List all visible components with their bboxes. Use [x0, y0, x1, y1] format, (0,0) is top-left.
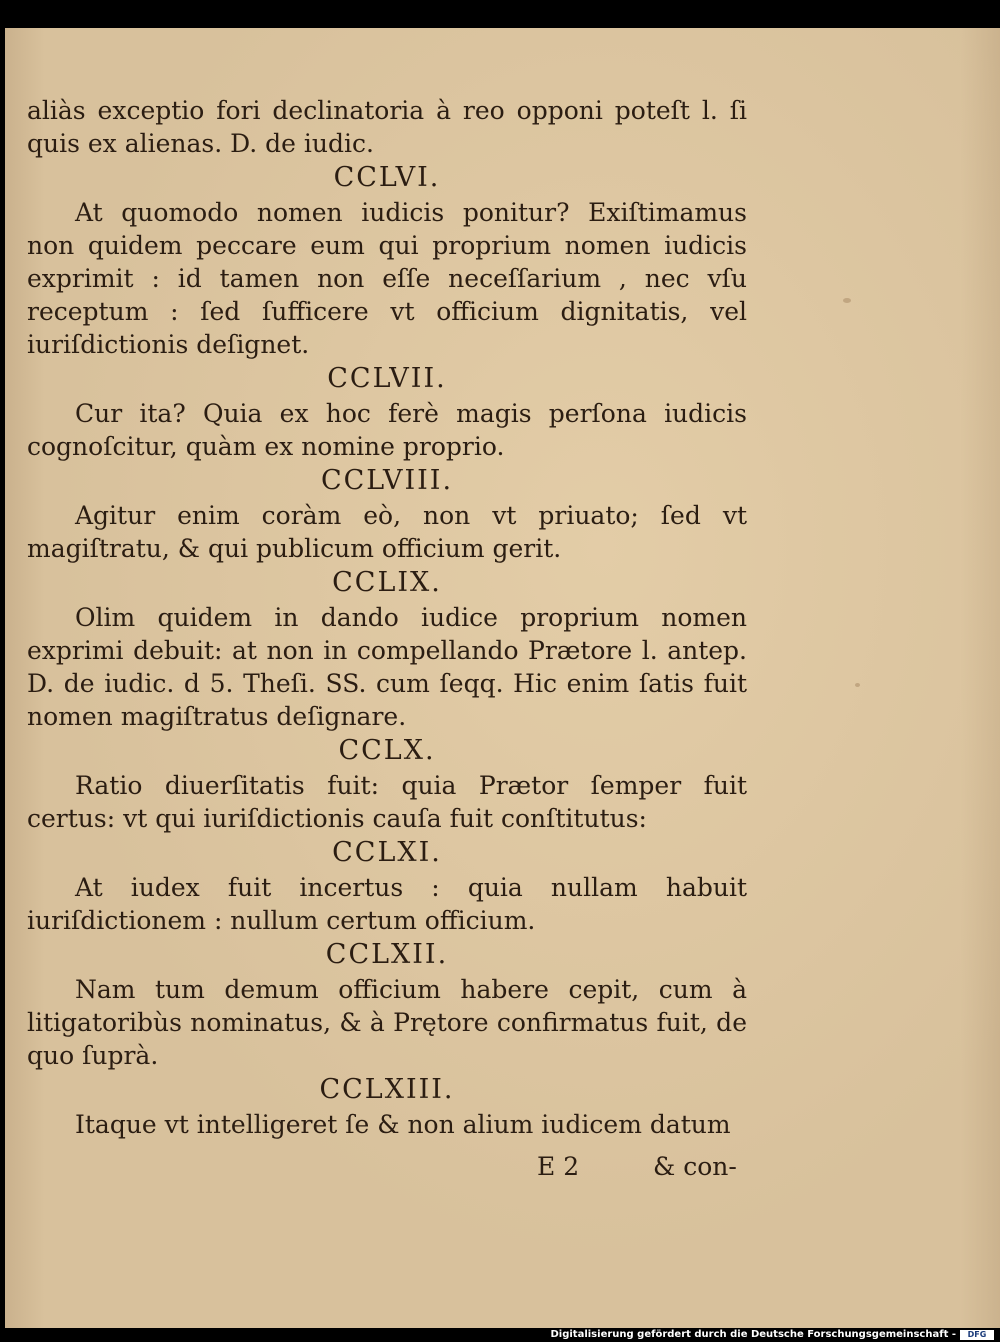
paragraph: Agitur enim coràm eò, non vt priuato; ſed vt magiſtratu, & qui publicum officium gerit. — [27, 501, 747, 563]
section-heading: CCLXIII. — [319, 1074, 455, 1105]
section-heading: CCLVI. — [333, 162, 441, 193]
book-page — [5, 28, 1000, 1328]
paragraph: Ratio diuerſitatis fuit: quia Prætor ſemper fuit certus: vt qui iuriſdictionis cauſa fuit conſtitutus: — [27, 771, 747, 833]
paragraph: aliàs exceptio fori declinatoria à reo opponi poteſt l. ſi quis ex alienas. D. de iudic. — [27, 96, 747, 158]
paragraph: Nam tum demum officium habere cepit, cum à litigatoribùs nominatus, & à Prętore confirmatus fuit, de quo ſuprà. — [27, 975, 747, 1070]
section-heading: CCLXI. — [332, 837, 442, 868]
paragraph: At quomodo nomen iudicis ponitur? Exiſtimamus non quidem peccare eum qui proprium nomen iudicis exprimit : id tamen non eſſe neceſſarium , nec vſu receptum : ſed ſufficere vt officium dignitatis, vel iuriſdictionis deſignet. — [27, 198, 747, 359]
paragraph: Olim quidem in dando iudice proprium nomen exprimi debuit: at non in compellando Prætore l. antep. D. de iudic. d 5. Theſi. SS. cum ſeqq. Hic enim ſatis fuit nomen magiſtratus deſignare. — [27, 603, 747, 731]
paper-stain — [843, 298, 851, 303]
digitization-credit: Digitalisierung gefördert durch die Deutsche Forschungsgemeinschaft - — [550, 1329, 956, 1340]
section-heading: CCLX. — [338, 735, 436, 766]
section-heading: CCLVII. — [327, 363, 447, 394]
section-heading: CCLVIII. — [320, 465, 454, 496]
page-footer-line — [27, 1152, 747, 1186]
paper-stain — [855, 683, 860, 687]
digitization-credit-bar — [0, 1328, 1000, 1342]
paragraph: At iudex fuit incertus : quia nullam habuit iuriſdictionem : nullum certum officium. — [27, 873, 747, 935]
signature-mark: E 2 — [537, 1152, 580, 1181]
section-heading: CCLIX. — [332, 567, 442, 598]
paragraph: Itaque vt intelligeret ſe & non alium iudicem datum — [75, 1110, 731, 1139]
section-heading: CCLXII. — [325, 939, 449, 970]
paragraph: Cur ita? Quia ex hoc ferè magis perſona iudicis cognoſcitur, quàm ex nomine proprio. — [27, 399, 747, 461]
page-text — [27, 94, 747, 1141]
dfg-logo: DFG — [960, 1330, 994, 1340]
catchword: & con- — [653, 1152, 737, 1181]
